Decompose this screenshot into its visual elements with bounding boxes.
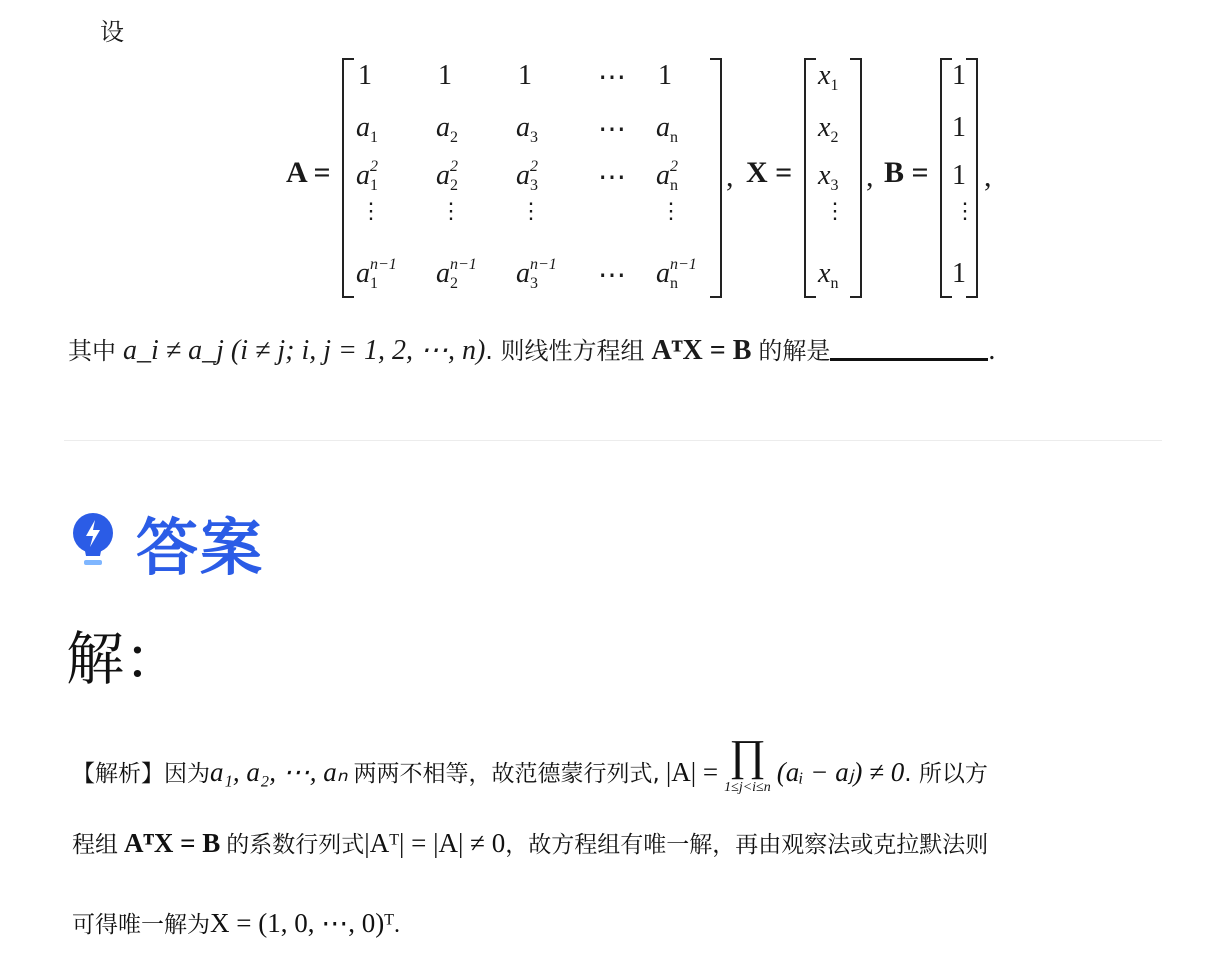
matrix-a-cell: $a_1^2$ (356, 158, 378, 194)
comma: , (866, 160, 874, 193)
system-equation: AᵀX = B (651, 335, 752, 366)
analysis-line-2 (72, 826, 988, 859)
matrix-x-label: X = (746, 156, 793, 189)
matrix-a-cell: ⋯ (598, 162, 628, 193)
matrix-a-cell: 1 (438, 60, 452, 91)
condition-math: a_i ≠ a_j (i ≠ j; i, j = 1, 2, ⋯, n) (123, 335, 486, 366)
answer-title: 答案 (136, 511, 265, 584)
matrix-b-right-bracket (966, 58, 978, 298)
matrix-a-right-bracket (710, 58, 722, 298)
analysis-line-3 (72, 906, 400, 939)
matrix-a-cell: $a_n^{n-1}$ (656, 256, 697, 292)
section-divider (64, 440, 1162, 441)
matrix-a-cell: $a_n$ (656, 112, 678, 146)
matrix-x-cell: $x_3$ (818, 160, 839, 194)
line1-det: |A| = (665, 757, 719, 787)
matrix-a-cell: 1 (658, 60, 672, 91)
matrix-a-cell: $a_n^2$ (656, 158, 678, 194)
matrix-b-left-bracket (940, 58, 952, 298)
condition-prefix: 其中 (68, 337, 116, 365)
matrix-a-cell: $a_2^2$ (436, 158, 458, 194)
line2-mid: 的系数行列式 (226, 832, 365, 858)
product-limits: 1≤j<i≤n (724, 780, 771, 795)
matrix-a-label: A = (286, 156, 331, 189)
comma: , (726, 160, 734, 193)
matrix-a-cell: ⋯ (598, 114, 628, 145)
matrix-x-cell: $x_2$ (818, 112, 839, 146)
matrix-x-cell: $x_1$ (818, 60, 839, 94)
lightbulb-icon (70, 512, 116, 570)
line1-suffix: . 所以方 (904, 761, 988, 787)
solution-title: 解： (66, 625, 183, 693)
matrix-a-cell: ⋮ (520, 198, 542, 223)
matrix-b-cell: 1 (952, 258, 966, 289)
condition-suffix: 的解是 (758, 337, 831, 365)
matrix-a-cell: $a_3^{n-1}$ (516, 256, 557, 292)
line2-suffix: ，故方程组有唯一解，再由观察法或克拉默法则 (505, 832, 989, 858)
intro-text: 设 (100, 18, 124, 46)
line2-system: AᵀX = B (124, 828, 221, 858)
matrix-a-cell: $a_2^{n-1}$ (436, 256, 477, 292)
matrix-a-cell: 1 (518, 60, 532, 91)
line1-vars: a₁, a₂, ⋯, aₙ (210, 757, 348, 787)
condition-mid: . 则线性方程组 (485, 337, 645, 365)
matrix-a-cell: $a_1$ (356, 112, 378, 146)
matrix-a-cell: 1 (358, 60, 372, 91)
matrix-b-label: B = (884, 156, 929, 189)
matrix-b-cell: ⋮ (954, 198, 976, 223)
analysis-line-1 (72, 731, 988, 796)
answer-blank (830, 330, 988, 361)
matrix-a-cell: $a_1^{n-1}$ (356, 256, 397, 292)
line1-prefix: 【解析】因为 (72, 761, 210, 787)
matrix-a-cell: ⋯ (598, 260, 628, 291)
matrix-a-cell: ⋮ (660, 198, 682, 223)
matrix-x-cell: $x_n$ (818, 258, 839, 292)
matrix-a-cell: $a_3$ (516, 112, 538, 146)
line3-solution: X = (1, 0, ⋯, 0)ᵀ (210, 908, 394, 938)
line2-det: |Aᵀ| = |A| ≠ 0 (364, 828, 506, 858)
line3-suffix: . (394, 912, 400, 938)
matrix-a-cell: $a_2$ (436, 112, 458, 146)
product-symbol: ∏ 1≤j<i≤n (724, 731, 771, 795)
matrix-b-cell: 1 (952, 60, 966, 91)
matrix-x-right-bracket (850, 58, 862, 298)
matrix-a-left-bracket (342, 58, 354, 298)
matrix-b-cell: 1 (952, 112, 966, 143)
matrix-x-left-bracket (804, 58, 816, 298)
matrix-a-cell: ⋮ (360, 198, 382, 223)
line1-prod-term: (aᵢ − aⱼ) ≠ 0 (776, 757, 905, 787)
matrix-x-cell: ⋮ (824, 198, 846, 223)
period: . (988, 335, 996, 366)
comma: , (984, 160, 992, 193)
matrix-a-cell: ⋮ (440, 198, 462, 223)
matrix-a-cell: ⋯ (598, 62, 628, 93)
matrix-b-cell: 1 (952, 160, 966, 191)
line2-prefix: 程组 (72, 832, 118, 858)
line1-mid: 两两不相等，故范德蒙行列式, (353, 761, 660, 787)
line3-prefix: 可得唯一解为 (72, 912, 210, 938)
question-condition (68, 330, 995, 367)
matrix-a-cell: $a_3^2$ (516, 158, 538, 194)
